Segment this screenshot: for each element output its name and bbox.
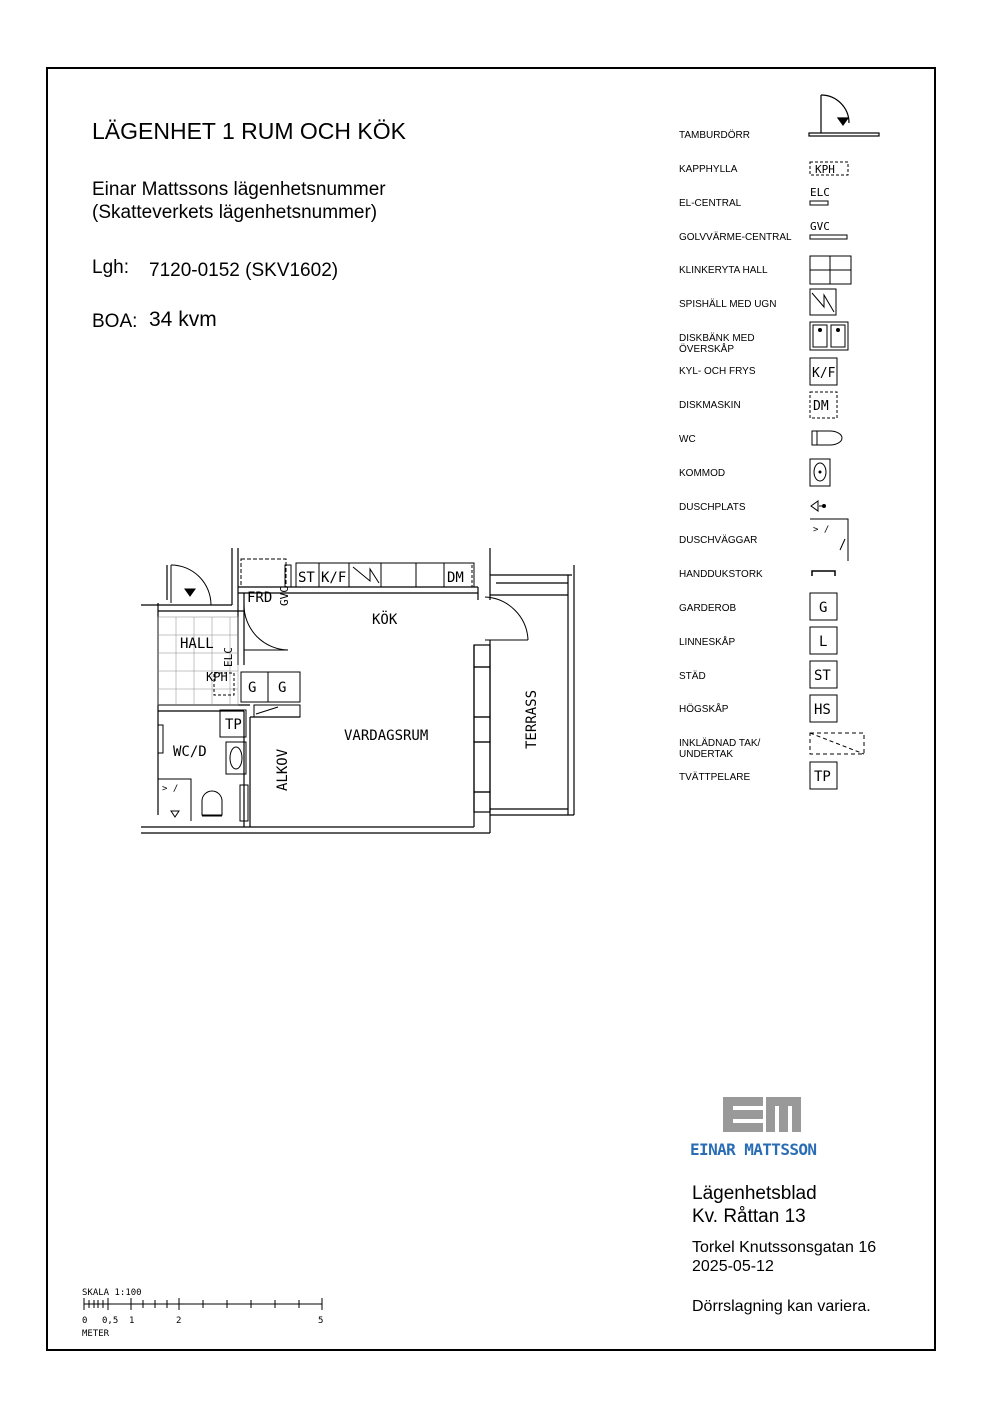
tile-grid-icon: [810, 256, 851, 284]
legend-label-diskbank-line1: DISKBÄNK MED: [679, 333, 755, 344]
legend-label-spishall: SPISHÄLL MED UGN: [679, 299, 777, 310]
scale-ruler: [84, 1298, 322, 1310]
svg-text:KPH: KPH: [815, 163, 835, 176]
legend-label-duschvaggar: DUSCHVÄGGAR: [679, 535, 758, 546]
legend-label-inkladnad-line2: UNDERTAK: [679, 749, 734, 760]
ceiling-icon: [810, 733, 864, 754]
legend-label-el-central: EL-CENTRAL: [679, 198, 742, 209]
document-type: Lägenhetsblad: [692, 1183, 817, 1204]
legend-label-tvattpelare: TVÄTTPELARE: [679, 772, 751, 783]
legend-symbols: [800, 88, 880, 800]
fixture-label-st: ST: [298, 570, 315, 586]
washbasin-icon: [810, 459, 830, 486]
legend-label-golvvarme: GOLVVÄRME-CENTRAL: [679, 232, 792, 243]
legend-label-hogskap: HÖGSKÅP: [679, 704, 729, 715]
svg-text:GVC: GVC: [810, 220, 830, 233]
svg-text:DM: DM: [813, 399, 829, 414]
legend-label-linneskap: LINNESKÅP: [679, 637, 736, 648]
sink-icon: [810, 322, 848, 350]
fridge-icon: [810, 358, 837, 385]
scale-tick-0: 0: [82, 1316, 88, 1326]
door-note: Dörrslagning kan variera.: [692, 1298, 871, 1315]
fixture-label-gvc: GVC: [278, 586, 291, 606]
tall-cabinet-icon: [810, 695, 837, 722]
legend-label-inkladnad-line1: INKLÄDNAD TAK/: [679, 738, 761, 749]
fixture-label-elc: ELC: [222, 647, 235, 667]
fixture-label-g1: G: [248, 680, 257, 696]
lgh-value: 7120-0152 (SKV1602): [149, 260, 339, 281]
fixture-label-tp: TP: [225, 717, 242, 733]
boa-label: BOA:: [92, 311, 138, 332]
room-label-wcd: WC/D: [173, 744, 207, 760]
logo-wordmark: EINAR MATTSSON: [690, 1140, 817, 1159]
scale-tick-05: 0,5: [102, 1316, 119, 1326]
legend-label-diskmaskin: DISKMASKIN: [679, 400, 741, 411]
svg-text:G: G: [819, 600, 828, 616]
room-label-hall: HALL: [180, 636, 214, 652]
legend-label-garderob: GARDEROB: [679, 603, 737, 614]
apartment-number-caption: [92, 178, 386, 224]
subtitle-line-2: (Skatteverkets lägenhetsnummer): [92, 202, 378, 223]
scale-unit: METER: [82, 1329, 110, 1339]
door-icon: [809, 95, 879, 136]
svg-text:HS: HS: [814, 702, 831, 718]
legend-label-kapphylla: KAPPHYLLA: [679, 164, 738, 175]
floor-plan: [138, 545, 588, 840]
address-block: [692, 1238, 876, 1276]
property-name: Kv. Råttan 13: [692, 1206, 806, 1227]
svg-text:ST: ST: [814, 668, 831, 684]
towel-dryer-icon: [812, 571, 835, 576]
svg-text:L: L: [819, 634, 828, 650]
stove-icon: [810, 289, 836, 315]
legend-label-klinker: KLINKERYTA HALL: [679, 265, 768, 276]
terrace-door-icon: [485, 597, 528, 640]
lgh-label: Lgh:: [92, 257, 129, 278]
fixture-label-kph: KPH: [206, 670, 228, 684]
kph-icon: [810, 162, 848, 176]
svg-text:K/F: K/F: [812, 366, 836, 381]
page-title: LÄGENHET 1 RUM OCH KÖK: [92, 118, 406, 144]
boa-value: 34 kvm: [149, 308, 217, 331]
company-logo: [688, 1094, 836, 1160]
room-label-alkov: ALKOV: [275, 748, 291, 791]
legend-label-diskbank: [679, 333, 755, 355]
scale-tick-5: 5: [318, 1316, 324, 1326]
plan-walls: [141, 548, 574, 833]
wardrobe-icon: [810, 593, 837, 620]
shower-wall-icon: [810, 519, 848, 561]
entrance-door-icon: [171, 565, 211, 605]
legend-label-handdukstork: HANDDUKSTORK: [679, 569, 763, 580]
legend-label-kommod: KOMMOD: [679, 468, 726, 479]
fixture-label-dm: DM: [447, 570, 464, 586]
room-label-vardagsrum: VARDAGSRUM: [344, 728, 429, 744]
scale-tick-2: 2: [176, 1316, 182, 1326]
subtitle-line-1: Einar Mattssons lägenhetsnummer: [92, 179, 386, 200]
elc-icon: [810, 186, 830, 205]
wc-icon: [812, 431, 842, 445]
dishwasher-icon: [810, 392, 837, 418]
legend-label-duschplats: DUSCHPLATS: [679, 502, 746, 513]
fixture-label-g2: G: [278, 680, 287, 696]
legend-label-stad: STÄD: [679, 671, 706, 682]
scale-title: SKALA 1:100: [82, 1288, 142, 1298]
kitchen-counter: [241, 559, 474, 587]
document-info: [692, 1182, 817, 1228]
shower-icon: [811, 501, 826, 511]
room-label-kok: KÖK: [372, 612, 398, 628]
legend-label-tamburdorr: TAMBURDÖRR: [679, 130, 750, 141]
scale-bar: [78, 1283, 338, 1343]
svg-text:TP: TP: [814, 769, 831, 785]
fixture-label-kf: K/F: [321, 570, 347, 586]
document-date: 2025-05-12: [692, 1258, 774, 1275]
legend-label-wc: WC: [679, 434, 696, 445]
logo-mark-icon: [723, 1097, 801, 1132]
legend-label-diskbank-line2: ÖVERSKÅP: [679, 344, 735, 355]
gvc-icon: [810, 220, 847, 239]
room-label-terrass: TERRASS: [524, 689, 540, 749]
svg-text:> /: > /: [813, 525, 830, 535]
svg-text:ELC: ELC: [810, 186, 830, 199]
scale-tick-1: 1: [129, 1316, 135, 1326]
kitchen-door-icon: [244, 605, 288, 650]
address: Torkel Knutssonsgatan 16: [692, 1239, 877, 1256]
cleaning-cabinet-icon: [810, 661, 837, 688]
linen-cabinet-icon: [810, 627, 837, 654]
washer-tower-icon: [810, 762, 837, 789]
legend-label-kyl-frys: KYL- OCH FRYS: [679, 366, 756, 377]
svg-text:> /: > /: [162, 784, 179, 794]
legend-label-inkladnad: [679, 738, 760, 760]
fixture-label-frd: FRD: [247, 590, 273, 606]
